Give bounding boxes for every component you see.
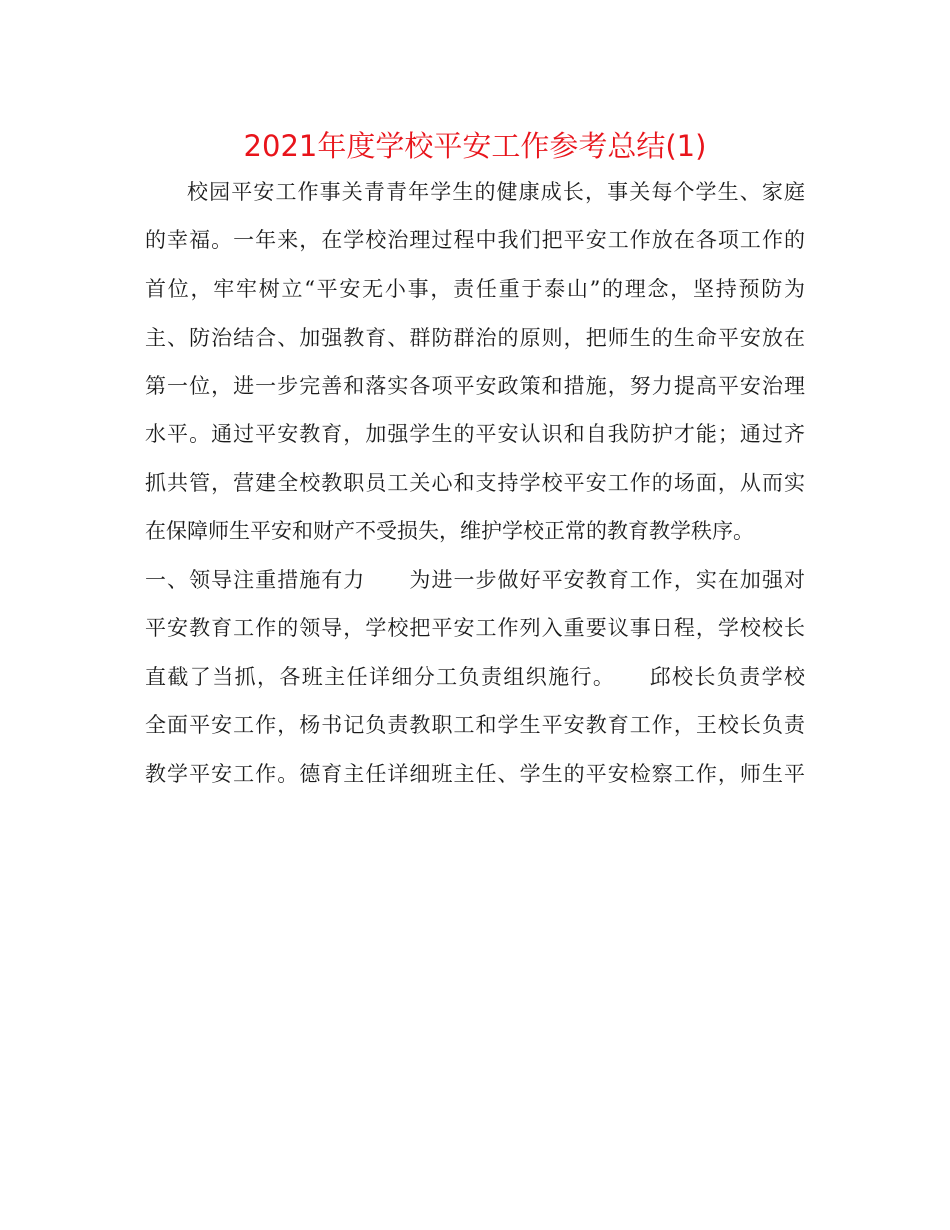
paragraph-line: 首位，牢牢树立“平安无小事，责任重于泰山”的理念，坚持预防为 [145, 277, 805, 301]
paragraph-line: 平安教育工作的领导，学校把平安工作列入重要议事日程，学校校长 [145, 616, 805, 640]
paragraph-line: 的幸福。一年来，在学校治理过程中我们把平安工作放在各项工作的 [145, 228, 805, 252]
paragraph-line: 抓共管，营建全校教职员工关心和支持学校平安工作的场面，从而实 [145, 471, 805, 495]
paragraph-line: 水平。通过平安教育，加强学生的平安认识和自我防护才能；通过齐 [145, 422, 805, 446]
paragraph-line: 主、防治结合、加强教育、群防群治的原则，把师生的生命平安放在 [145, 326, 805, 350]
paragraph-line: 教学平安工作。德育主任详细班主任、学生的平安检察工作，师生平 [145, 762, 805, 786]
paragraph-line: 校园平安工作事关青青年学生的健康成长，事关每个学生、家庭 [187, 180, 805, 204]
paragraph-line: 直截了当抓，各班主任详细分工负责组织施行。 邱校长负责学校 [145, 665, 805, 689]
paragraph-line: 全面平安工作，杨书记负责教职工和学生平安教育工作，王校长负责 [145, 713, 805, 737]
paragraph-line: 在保障师生平安和财产不受损失，维护学校正常的教育教学秩序。 [145, 519, 754, 543]
section-heading-line: 一、领导注重措施有力 为进一步做好平安教育工作，实在加强对 [145, 568, 805, 592]
document-title: 2021年度学校平安工作参考总结(1) [243, 129, 707, 163]
paragraph-line: 第一位，进一步完善和落实各项平安政策和措施，努力提高平安治理 [145, 374, 805, 398]
